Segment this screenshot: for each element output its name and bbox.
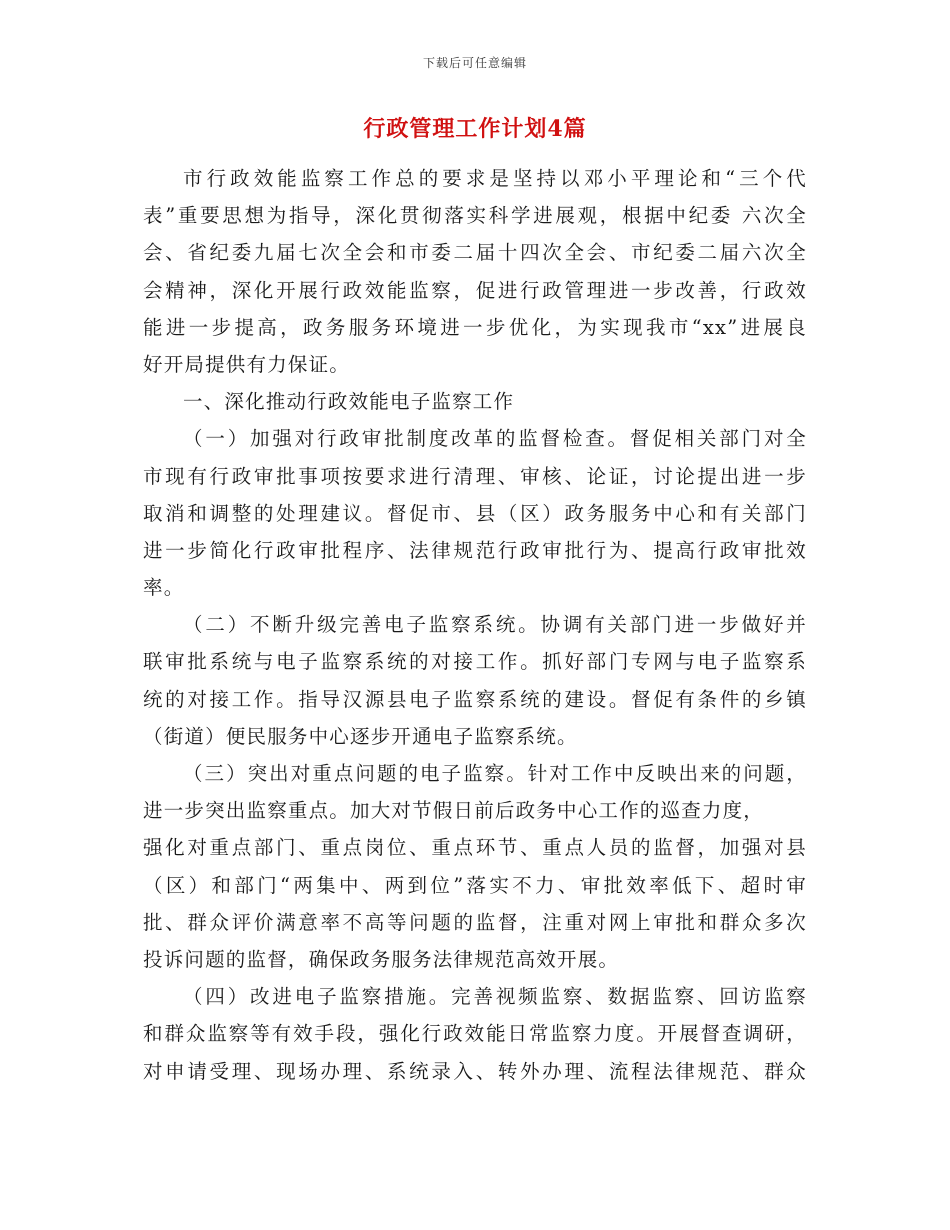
text-line: （三）突出对重点问题的电子监察。针对工作中反映出来的问题， (183, 762, 807, 785)
text-line: 表”重要思想为指导，深化贯彻落实科学进展观，根据中纪委 六次全 (143, 204, 807, 228)
text-line: 市现有行政审批事项按要求进行清理、审核、论证，讨论提出进一步 (143, 464, 807, 488)
header-note: 下载后可任意编辑 (422, 56, 527, 70)
text-line: 进一步简化行政审批程序、法律规范行政审批行为、提高行政审批效 (143, 538, 807, 562)
text-line: 和群众监察等有效手段，强化行政效能日常监察力度。开展督查调研， (143, 1022, 807, 1046)
text-line: 会、省纪委九届七次全会和市委二届十四次全会、市纪委二届六次全 (143, 241, 807, 265)
text-line: （街道）便民服务中心逐步开通电子监察系统。 (143, 724, 578, 748)
text-line: 一、深化推动行政效能电子监察工作 (183, 390, 515, 414)
text-line: 批、群众评价满意率不高等问题的监督，注重对网上审批和群众多次 (143, 910, 807, 934)
text-line: （区）和部门“两集中、两到位”落实不力、审批效率低下、超时审 (143, 873, 807, 897)
text-line: 对申请受理、现场办理、系统录入、转外办理、流程法律规范、群众 (143, 1059, 807, 1083)
text-line: 会精神，深化开展行政效能监察，促进行政管理进一步改善，行政效 (143, 278, 807, 302)
text-line: 取消和调整的处理建议。督促市、县（区）政务服务中心和有关部门 (143, 501, 807, 525)
text-line: 投诉问题的监督，确保政务服务法律规范高效开展。 (143, 947, 620, 971)
document-title: 行政管理工作计划4篇 (363, 116, 587, 142)
text-line: （二）不断升级完善电子监察系统。协调有关部门进一步做好并 (183, 613, 807, 637)
text-line: 联审批系统与电子监察系统的对接工作。抓好部门专网与电子监察系 (143, 650, 807, 674)
text-line: （四）改进电子监察措施。完善视频监察、数据监察、回访监察 (183, 985, 807, 1009)
document-body (143, 160, 807, 1090)
text-line: 进一步突出监察重点。加大对节假日前后政务中心工作的巡查力度， (143, 799, 765, 823)
text-line: 统的对接工作。指导汉源县电子监察系统的建设。督促有条件的乡镇 (143, 687, 807, 711)
text-line: （一）加强对行政审批制度改革的监督检查。督促相关部门对全 (183, 427, 807, 451)
text-line: 市行政效能监察工作总的要求是坚持以邓小平理论和“三个代 (183, 167, 807, 190)
text-line: 好开局提供有力保证。 (143, 352, 351, 376)
text-line: 能进一步提高，政务服务环境进一步优化，为实现我市“xx”进展良 (143, 315, 807, 339)
text-line: 率。 (143, 576, 185, 600)
text-line: 强化对重点部门、重点岗位、重点环节、重点人员的监督，加强对县 (143, 836, 807, 860)
